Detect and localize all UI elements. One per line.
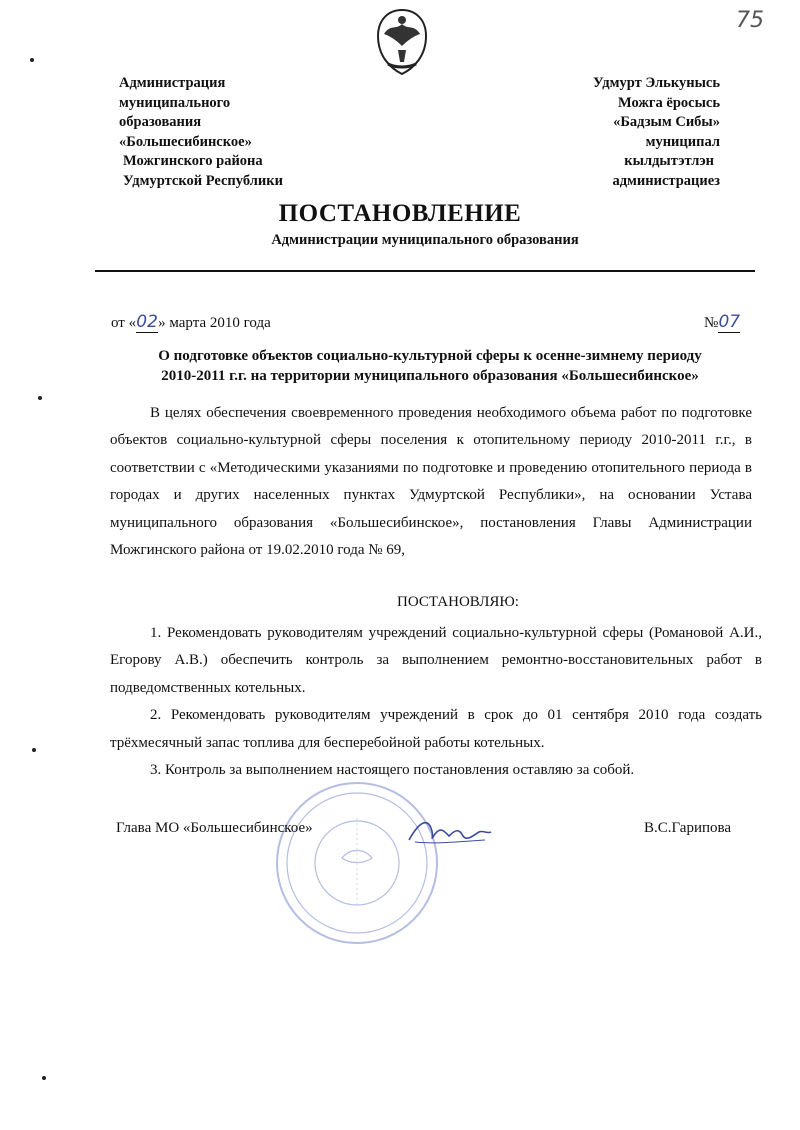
header-divider (95, 270, 755, 272)
header-right-line: «Бадзым Сибы» (613, 114, 720, 130)
header-left-line: муниципального (119, 94, 231, 111)
header-right-line: Удмурт Элькунысь (593, 75, 720, 91)
header-left-line: Можгинского района (123, 153, 263, 169)
corner-handwritten-mark (736, 8, 764, 33)
header-right-line: кылдытэтлэн (624, 153, 714, 169)
number-prefix: № (704, 315, 719, 331)
handwritten-signature (405, 812, 495, 857)
scan-speck (42, 1076, 46, 1080)
document-title (110, 346, 750, 386)
date-day-handwritten: 02 (136, 312, 158, 332)
signatory-position: Глава МО «Большесибинское» (116, 820, 313, 836)
number-handwritten: 07 (718, 312, 741, 332)
header-left-line: Администрация (119, 75, 226, 91)
date-line (111, 312, 271, 333)
stamp-icon (272, 778, 442, 948)
number-line (704, 312, 740, 333)
coat-of-arms-emblem (370, 6, 434, 83)
document-subheading: Администрации муниципального образования (271, 232, 579, 248)
decree-item: 3. Контроль за выполнением настоящего постановления оставляю за собой. (150, 762, 635, 779)
document-title-line: 2010-2011 г.г. на территории муниципального образования «Большесибинское» (161, 368, 699, 384)
document-title-line: О подготовке объектов социально-культурной сферы к осенне-зимнему периоду (158, 348, 702, 364)
scan-speck (38, 396, 42, 400)
signatory-name: В.С.Гарипова (644, 820, 732, 836)
scan-speck (30, 58, 34, 62)
header-left-line: Удмуртской Республики (123, 172, 283, 189)
header-left-line: образования (119, 114, 202, 130)
decree-item: 2. Рекомендовать руководителям учреждений в срок до 01 сентября 2010 года создать трёхмесячный запас топлива для бесперебойной работы котельных. (110, 707, 762, 751)
header-left-block (119, 74, 339, 191)
header-right-line: Можга ёросысь (618, 94, 720, 111)
official-stamp (272, 778, 442, 953)
header-right-block (500, 74, 720, 191)
corner-mark-text: 75 (736, 8, 764, 33)
preamble-paragraph: В целях обеспечения своевременного проведения необходимого объема работ по подготовке объектов социально-культурной сферы поселения к отопительному периоду 2010-2011 г.г., в соответствии с «Методическими указаниями по подготовке и проведению отопительного периода в городах и других населенных пунктах Удмуртской Республики», на основании Устава муниципального образования «Большесибинское», постановления Главы Администрации Можгинского района от 19.02.2010 года № 69, (110, 405, 752, 559)
decree-item: 1. Рекомендовать руководителям учреждений социально-культурной сферы (Романовой А.И., Егорову А.В.) обеспечить контроль за выполнением ремонтно-восстановительных работ в подведомственных котельных. (110, 625, 762, 696)
decree-items (110, 620, 762, 784)
signature-icon (405, 812, 495, 852)
document-heading: ПОСТАНОВЛЕНИЕ (278, 200, 522, 227)
date-prefix: от « (111, 315, 137, 331)
date-suffix: » марта 2010 года (158, 315, 271, 331)
header-right-line: муниципал (645, 133, 720, 150)
scan-speck (32, 748, 36, 752)
header-left-line: «Большесибинское» (119, 133, 252, 150)
decree-word: ПОСТАНОВЛЯЮ: (397, 594, 519, 610)
preamble-block (110, 400, 752, 564)
emblem-icon (370, 6, 434, 78)
header-right-line: администрациез (612, 172, 720, 189)
